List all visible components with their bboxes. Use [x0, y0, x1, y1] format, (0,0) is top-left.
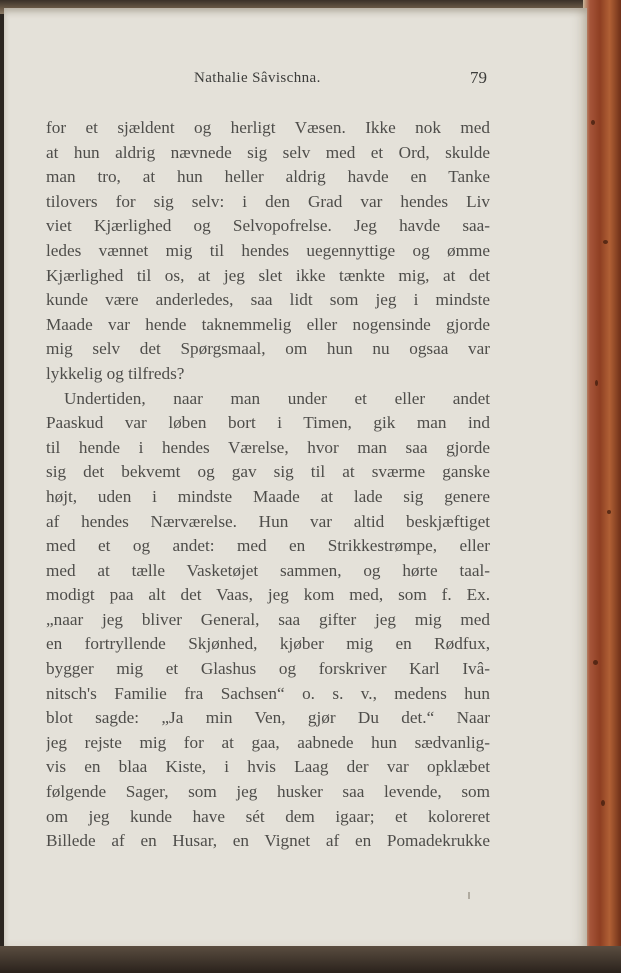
text-line: Paaskud var løben bort i Timen, gik man ind: [46, 413, 490, 433]
book-spine-edge: [583, 0, 621, 973]
text-line: en fortryllende Skjønhed, kjøber mig en Rødfux,: [46, 634, 490, 654]
text-line: højt, uden i mindste Maade at lade sig genere: [46, 486, 490, 506]
text-line: om jeg kunde have sét dem igaar; et koloreret: [46, 806, 490, 826]
text-line: man tro, at hun heller aldrig havde en Tanke: [46, 167, 490, 187]
spine-speck: [603, 240, 608, 244]
running-head: [4, 70, 587, 92]
text-line: med at tælle Vasketøjet sammen, og hørte taal-: [46, 560, 490, 580]
page-number: 79: [470, 68, 487, 87]
text-line: modigt paa alt det Vaas, jeg kom med, som f. Ex.: [46, 585, 490, 605]
spine-speck: [593, 660, 598, 665]
paragraph-end-line: lykkelig og tilfreds?: [46, 363, 185, 383]
text-line: at hun aldrig nævnede sig selv med et Ord, skulde: [46, 142, 490, 162]
text-line: mig selv det Spørgsmaal, om hun nu ogsaa var: [46, 339, 490, 359]
text-line: bygger mig et Glashus og forskriver Karl Ivâ-: [46, 659, 490, 679]
text-line: vis en blaa Kiste, i hvis Laag der var opklæbet: [46, 757, 490, 777]
text-line: „naar jeg bliver General, saa gifter jeg mig med: [46, 609, 490, 629]
text-line: Kjærlighed til os, at jeg slet ikke tænkte mig, at det: [46, 265, 490, 285]
text-line: kunde være anderledes, saa lidt som jeg i mindste: [46, 290, 490, 310]
body-text: [46, 116, 490, 854]
text-line: nitsch's Familie fra Sachsen“ o. s. v., medens hun: [46, 683, 490, 703]
text-line: med et og andet: med en Strikkestrømpe, eller: [46, 536, 490, 556]
text-line: blot sagde: „Ja min Ven, gjør Du det.“ Naar: [46, 708, 490, 728]
text-line: sig det bekvemt og gav sig til at sværme ganske: [46, 462, 490, 482]
text-line: viet Kjærlighed og Selvopofrelse. Jeg havde saa-: [46, 216, 490, 236]
spine-speck: [601, 800, 605, 806]
spine-speck: [595, 380, 598, 386]
text-line: Billede af en Husar, en Vignet af en Pomadekrukke: [46, 831, 490, 851]
book-page: [4, 8, 587, 950]
text-line: for et sjældent og herligt Væsen. Ikke nok med: [46, 118, 490, 137]
text-line: Maade var hende taknemmelig eller nogensinde gjorde: [46, 314, 490, 334]
text-line: af hendes Nærværelse. Hun var altid beskjæftiget: [46, 511, 490, 531]
paragraph-start-line: Undertiden, naar man under et eller andet: [64, 388, 490, 408]
paper-blemish: [468, 892, 470, 899]
running-title: Nathalie Sâvischna.: [194, 70, 321, 86]
text-line: til hende i hendes Værelse, hvor man saa gjorde: [46, 437, 490, 457]
text-line: ledes vænnet mig til hendes uegennyttige og ømme: [46, 240, 490, 260]
text-line: tilovers for sig selv: i den Grad var hendes Liv: [46, 191, 490, 211]
text-line: jeg rejste mig for at gaa, aabnede hun sædvanlig-: [46, 732, 490, 752]
spine-speck: [607, 510, 611, 514]
spine-speck: [591, 120, 595, 125]
book-bottom-edge: [0, 946, 621, 973]
text-line: følgende Sager, som jeg husker saa levende, som: [46, 782, 490, 802]
